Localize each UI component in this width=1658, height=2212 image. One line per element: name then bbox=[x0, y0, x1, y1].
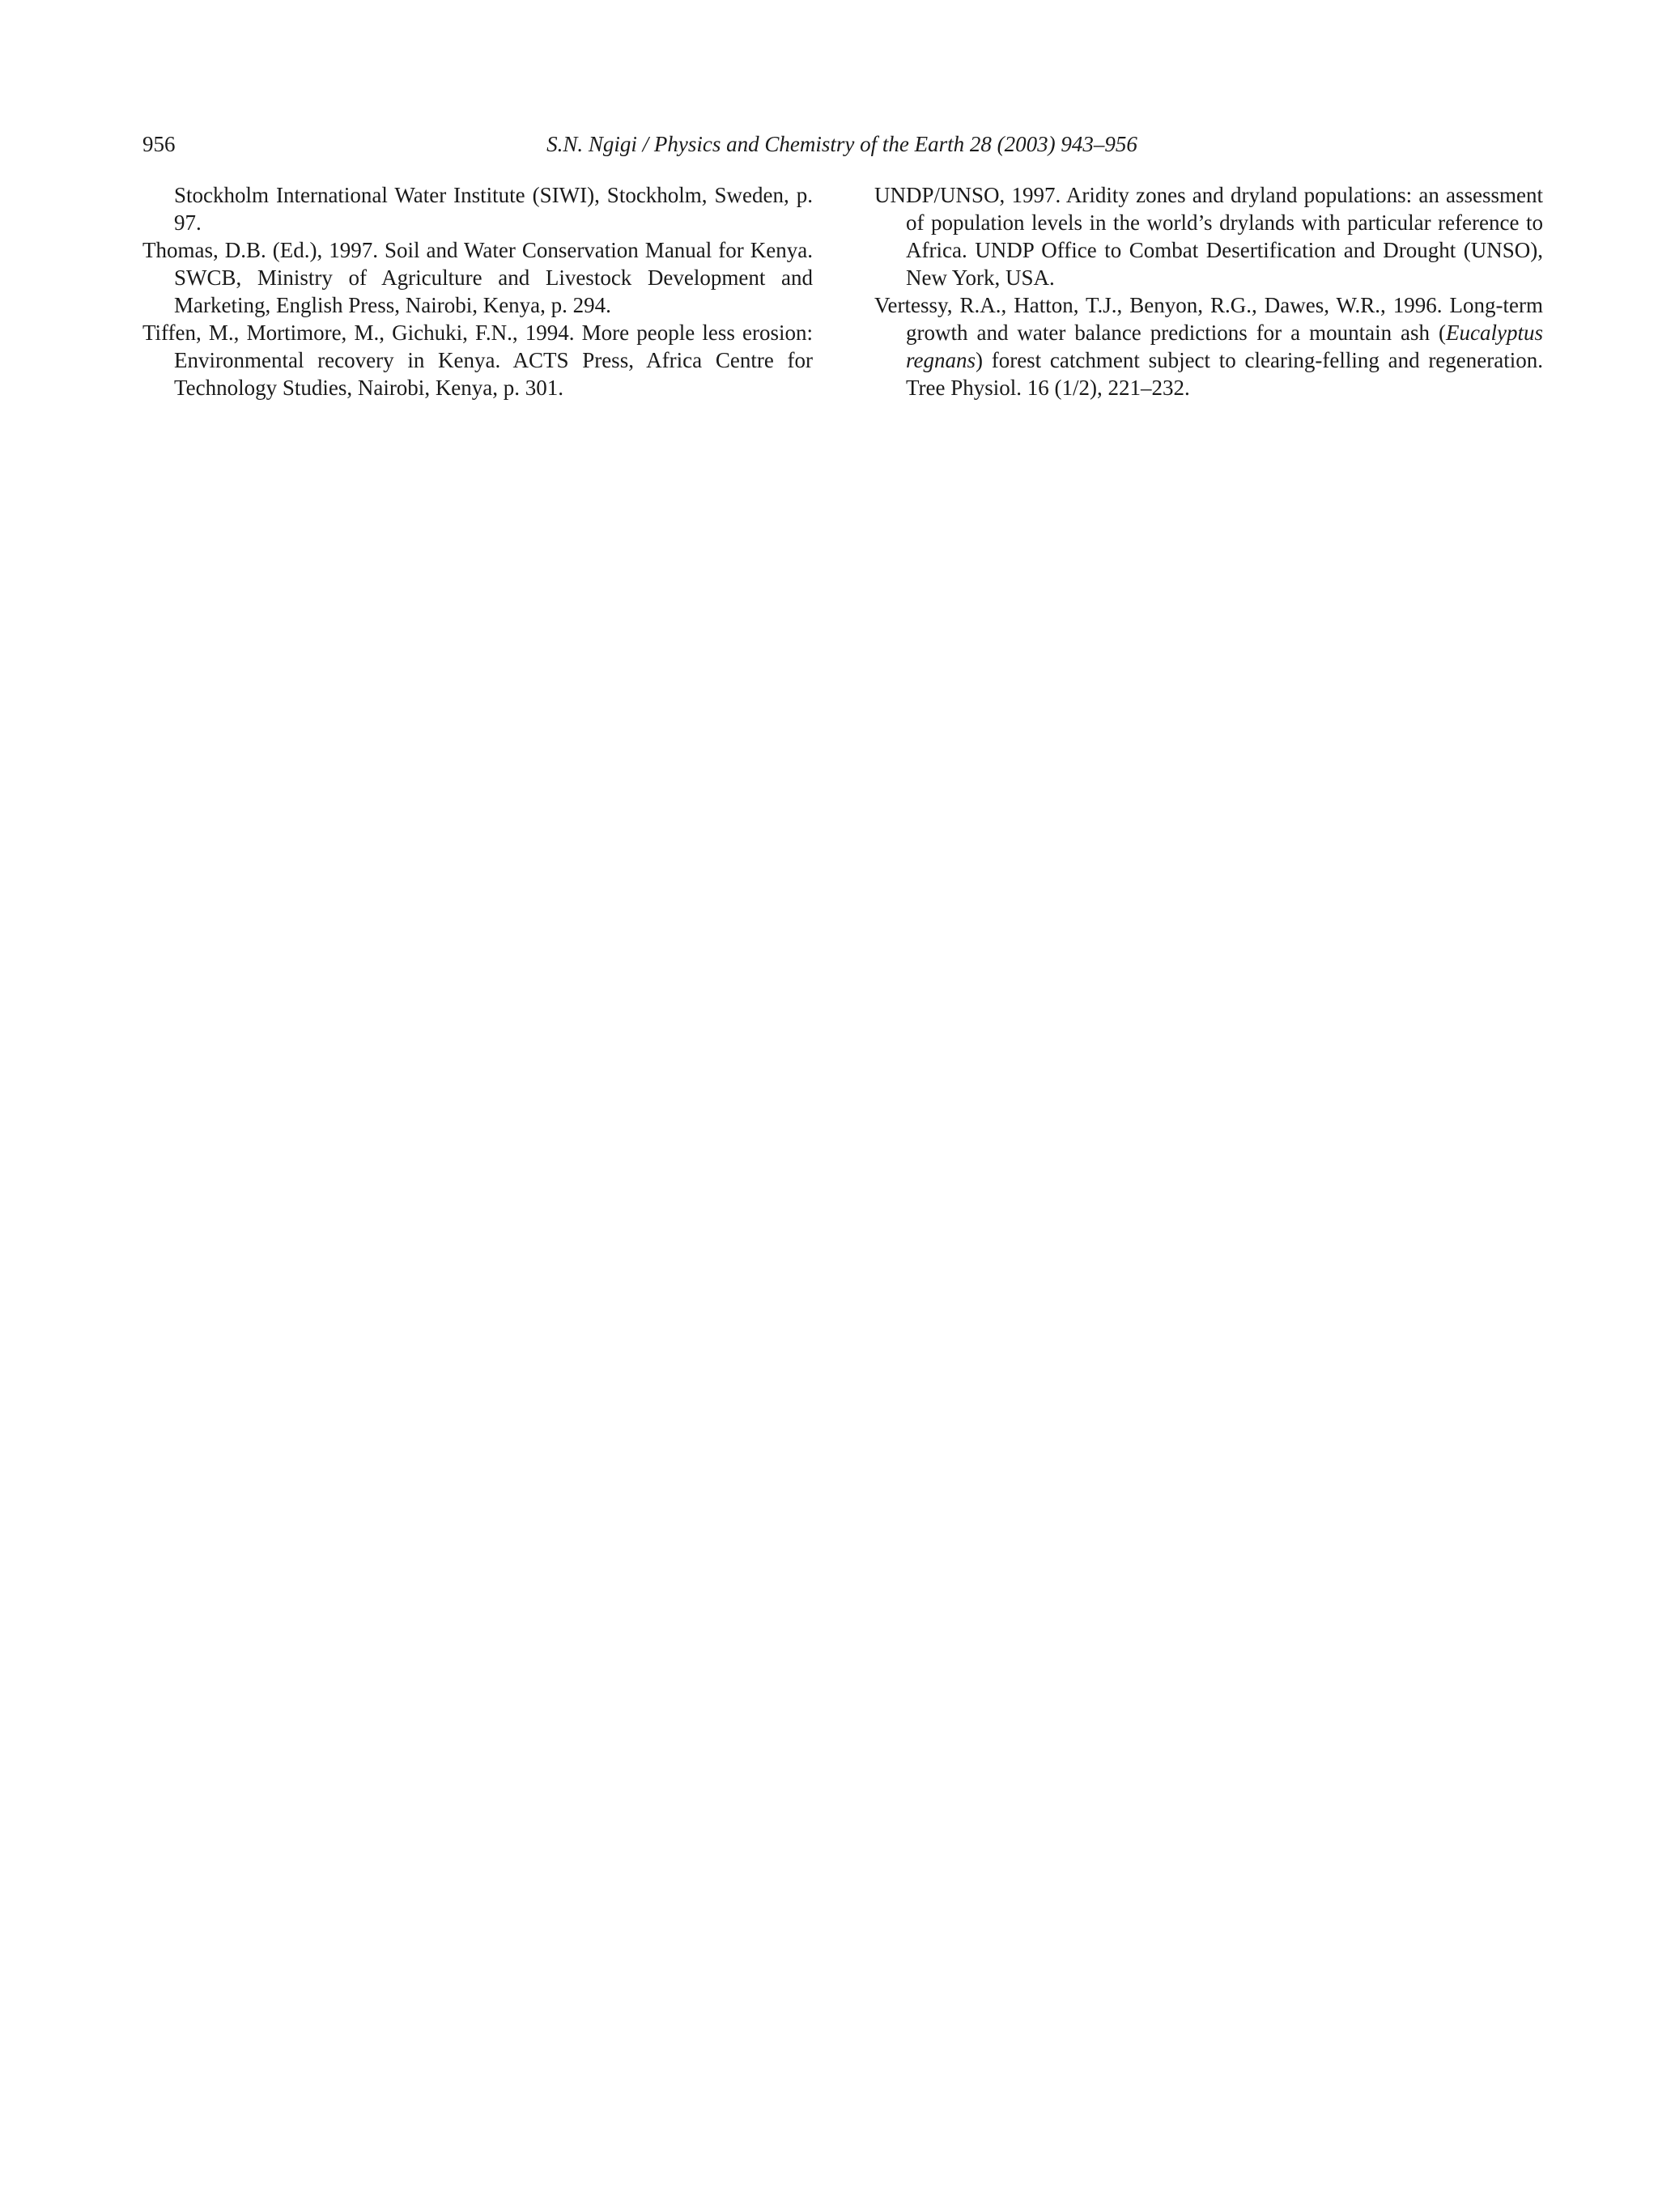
reference-text: Vertessy, R.A., Hatton, T.J., Benyon, R.G., Dawes, W.R., 1996. Long-term growth and water balance predictions for a mountain ash ( bbox=[874, 293, 1543, 345]
reference-entry: Thomas, D.B. (Ed.), 1997. Soil and Water Conservation Manual for Kenya. SWCB, Ministry of Agriculture and Livestock Development and Marketing, English Press, Nairobi, Kenya, p. 294. bbox=[142, 238, 813, 317]
species-name: Eucalyptus regnans bbox=[906, 321, 1543, 372]
running-title: S.N. Ngigi / Physics and Chemistry of the Earth 28 (2003) 943–956 bbox=[546, 132, 1137, 156]
reference-text: ) forest catchment subject to clearing-felling and regeneration. Tree Physiol. 16 (1/2), 221–232. bbox=[906, 348, 1543, 400]
reference-entry: Stockholm International Water Institute (SIWI), Stockholm, Sweden, p. 97. bbox=[174, 183, 813, 235]
page-header bbox=[142, 128, 1541, 160]
reference-entry: Tiffen, M., Mortimore, M., Gichuki, F.N., 1994. More people less erosion: Environmental recovery in Kenya. ACTS Press, Africa Centre for Technology Studies, Nairobi, Kenya, p. 301. bbox=[142, 321, 813, 400]
page-number: 956 bbox=[142, 132, 176, 156]
reference-entry: UNDP/UNSO, 1997. Aridity zones and dryland populations: an assessment of population levels in the world’s drylands with particular reference to Africa. UNDP Office to Combat Desertification and Drought (UNSO), New York, USA. bbox=[874, 183, 1543, 290]
references-left-column bbox=[142, 181, 813, 401]
reference-entry bbox=[874, 291, 1543, 401]
references-right-column bbox=[874, 181, 1543, 401]
